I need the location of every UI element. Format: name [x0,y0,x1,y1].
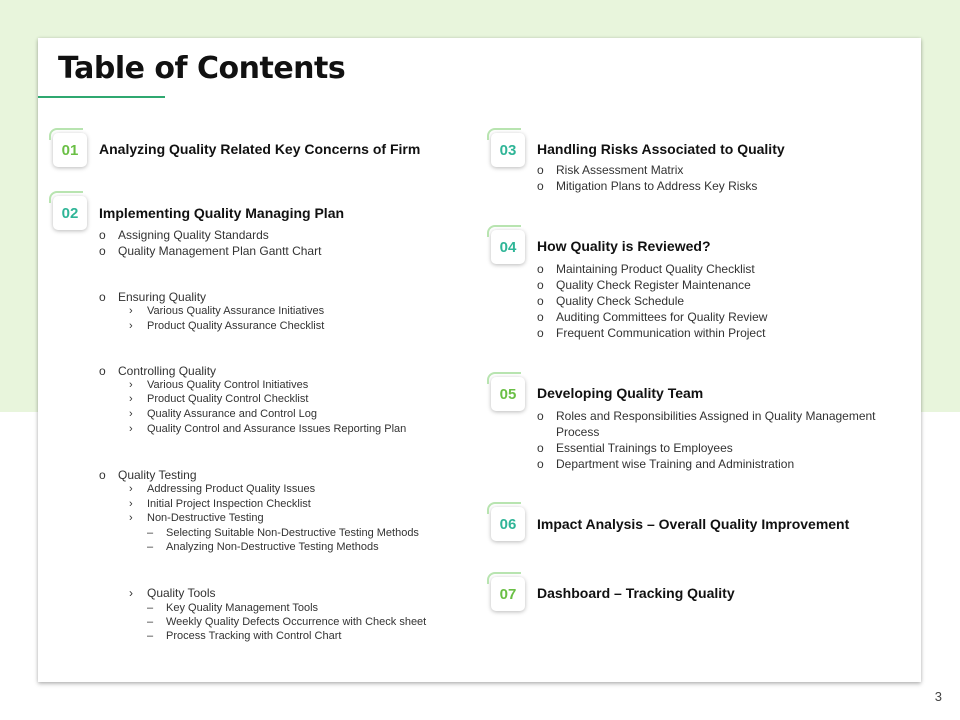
sub-sub-list-item: – Selecting Suitable Non-Destructive Testing Methods [147,527,419,539]
list-item: o Quality Testing [99,468,197,482]
sub-list-item: › Quality Assurance and Control Log [129,408,317,420]
sub-list-item: › Quality Tools [129,586,216,600]
list-item: o Maintaining Product Quality Checklist [537,262,755,276]
sub-list-item: › Initial Project Inspection Checklist [129,498,311,510]
sub-list-item: › Quality Control and Assurance Issues Reporting Plan [129,423,407,435]
section-number-02: 02 [53,196,87,230]
sub-list-item: › Addressing Product Quality Issues [129,483,316,495]
sub-sub-list-item: – Analyzing Non-Destructive Testing Methods [147,541,379,553]
sub-list-item: › Various Quality Assurance Initiatives [129,305,325,317]
sub-list-item: › Non-Destructive Testing [129,512,264,524]
list-item: o Auditing Committees for Quality Review [537,310,768,324]
section-number-07: 07 [491,577,525,611]
sub-sub-list-item: – Weekly Quality Defects Occurrence with Check sheet [147,616,427,628]
list-item: o Quality Check Register Maintenance [537,278,751,292]
section-heading-07[interactable]: Dashboard – Tracking Quality [537,585,735,601]
section-heading-01[interactable]: Analyzing Quality Related Key Concerns of Firm [99,141,421,157]
list-item: o Risk Assessment Matrix [537,163,684,177]
sub-list-item: › Various Quality Control Initiatives [129,379,309,391]
sub-sub-list-item: – Process Tracking with Control Chart [147,630,342,642]
list-item: o Department wise Training and Administration [537,457,795,471]
page-title: Table of Contents [58,51,346,86]
sub-sub-list-item: – Key Quality Management Tools [147,602,319,614]
section-heading-05[interactable]: Developing Quality Team [537,385,704,401]
section-heading-04[interactable]: How Quality is Reviewed? [537,238,711,254]
list-item: o Roles and Responsibilities Assigned in Quality Management [537,409,876,423]
list-item: o Quality Management Plan Gantt Chart [99,244,322,258]
section-number-01: 01 [53,133,87,167]
section-heading-06[interactable]: Impact Analysis – Overall Quality Improvement [537,516,850,532]
list-item: o Frequent Communication within Project [537,326,766,340]
section-number-03: 03 [491,133,525,167]
list-item: o Controlling Quality [99,364,217,378]
sub-list-item: › Product Quality Assurance Checklist [129,320,325,332]
list-item: o Essential Trainings to Employees [537,441,733,455]
page-number: 3 [934,689,942,704]
list-item: o Quality Check Schedule [537,294,685,308]
list-item: o Ensuring Quality [99,290,207,304]
section-heading-03[interactable]: Handling Risks Associated to Quality [537,141,785,157]
section-number-04: 04 [491,230,525,264]
section-number-06: 06 [491,507,525,541]
list-item: o Mitigation Plans to Address Key Risks [537,179,758,193]
list-item-continuation: Process [556,425,600,439]
list-item: o Assigning Quality Standards [99,228,269,242]
section-number-05: 05 [491,377,525,411]
title-underline [38,96,165,98]
section-heading-02[interactable]: Implementing Quality Managing Plan [99,205,345,221]
sub-list-item: › Product Quality Control Checklist [129,393,309,405]
